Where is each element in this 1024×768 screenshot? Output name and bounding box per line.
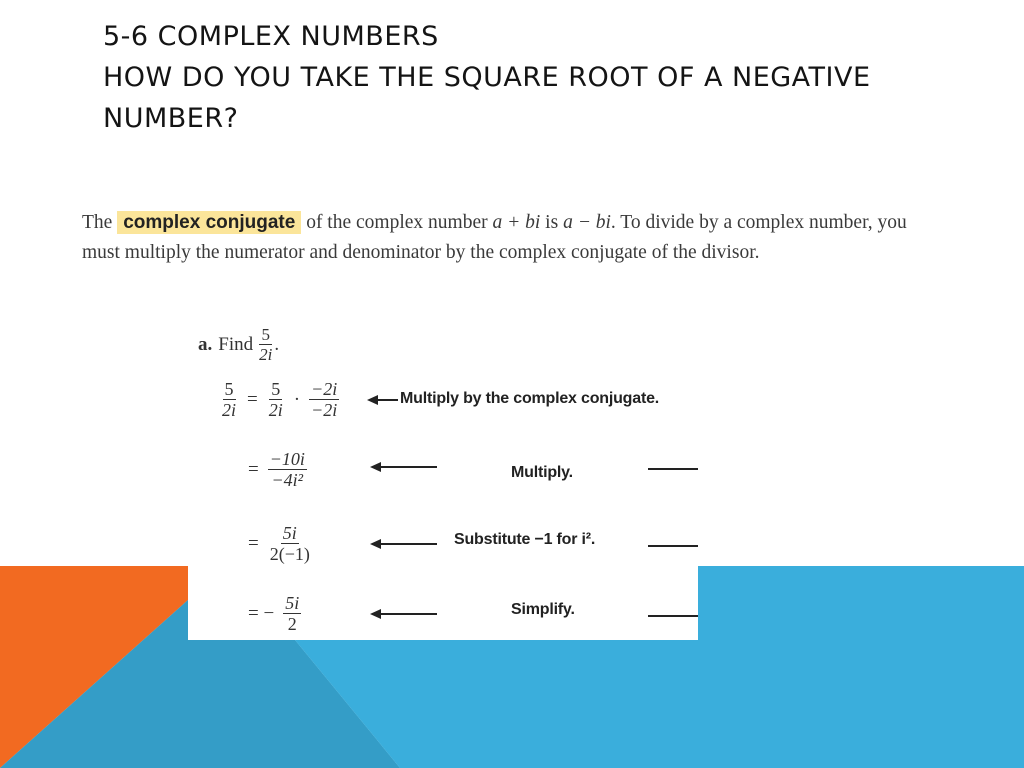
step-2-note: Multiply.: [511, 464, 573, 481]
step-1-dot: ·: [293, 388, 301, 410]
title-line-1: 5-6 COMPLEX NUMBERS: [103, 21, 439, 52]
expression-a-plus-bi: a + bi: [492, 212, 541, 233]
step-1-equals: =: [247, 388, 258, 410]
step-1-lhs: [220, 380, 238, 419]
definition-text-3: . To divide by a complex number, you must multiply the numerator and denominator by the complex conjugate of the divisor.: [82, 212, 907, 263]
step-4-den: 2: [287, 614, 297, 634]
trail-line: [648, 545, 698, 547]
highlight-term: complex conjugate: [117, 211, 301, 234]
step-1-frac-a: [267, 380, 285, 419]
step-3: [248, 524, 312, 563]
step-4-fraction: [283, 594, 301, 633]
step-2-den: −4i²: [271, 470, 304, 490]
slide-title: [103, 16, 963, 139]
find-fraction: [257, 326, 274, 363]
find-text: Find: [218, 333, 254, 355]
definition-paragraph: [82, 208, 932, 268]
definition-text-2: is: [545, 212, 559, 233]
definition-lead: The: [82, 212, 113, 233]
step-1-lhs-den: 2i: [222, 400, 237, 420]
step-3-equals: =: [248, 532, 259, 554]
arrow-line: [379, 466, 437, 468]
find-numerator: 5: [261, 325, 270, 344]
definition-text-1: of the complex number: [306, 212, 488, 233]
step-1-lhs-num: 5: [224, 379, 234, 399]
find-denominator: 2i: [259, 345, 273, 364]
step-2-num: −10i: [269, 449, 305, 469]
step-3-fraction: [268, 524, 312, 563]
step-2-fraction: [268, 450, 307, 489]
step-1-den: 2i: [268, 400, 283, 420]
title-line-2: HOW DO YOU TAKE THE SQUARE ROOT OF A NEGATIVE NUMBER?: [103, 62, 871, 134]
step-1: [220, 380, 339, 419]
step-1-num: 5: [271, 379, 281, 399]
arrow-line: [379, 613, 437, 615]
arrow-line: [376, 399, 398, 401]
trail-line: [648, 615, 698, 617]
step-2: [248, 450, 307, 489]
expression-a-minus-bi: a − bi: [563, 212, 611, 233]
step-4-note: Simplify.: [511, 601, 575, 618]
step-3-den: 2(−1): [269, 544, 310, 564]
trail-line: [648, 468, 698, 470]
example-prompt: a. Find $\frac{5}{2i}$ .: [198, 325, 280, 364]
blue-band: [698, 566, 1024, 768]
step-4: [248, 594, 301, 633]
arrow-line: [379, 543, 437, 545]
step-2-equals: =: [248, 458, 259, 480]
step-1-note: Multiply by the complex conjugate.: [400, 390, 660, 407]
step-3-num: 5i: [282, 523, 297, 543]
example-label: a.: [198, 333, 213, 355]
step-1-frac-b: [309, 380, 339, 419]
step-4-num: 5i: [285, 593, 300, 613]
step-3-note: Substitute −1 for i².: [454, 531, 596, 548]
step-1-den2: −2i: [311, 400, 338, 420]
example-panel: [188, 318, 698, 640]
step-1-num2: −2i: [311, 379, 338, 399]
step-4-equals: = −: [248, 602, 275, 624]
